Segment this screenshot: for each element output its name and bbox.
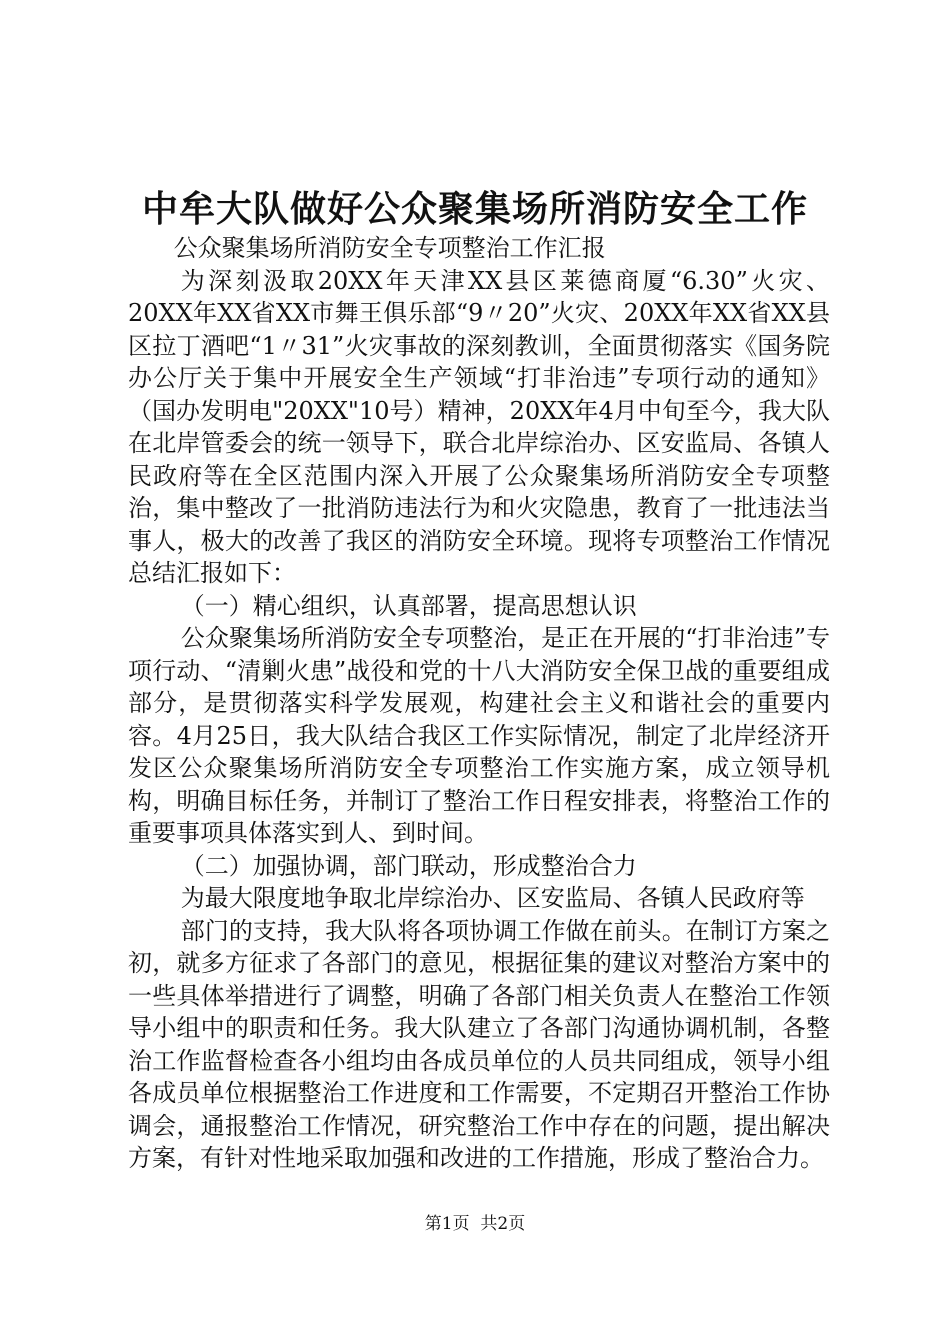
- footer-spacer: [470, 1214, 481, 1234]
- page-total: 共2页: [480, 1214, 526, 1234]
- paragraph: 部门的支持，我大队将各项协调工作做在前头。在制订方案之初，就多方征求了各部门的意见，根据征集的建议对整治方案中的一些具体举措进行了调整，明确了各部门相关负责人在整治工作领导小组中的职责和任务。我大队建立了各部门沟通协调机制，各整治工作监督检查各小组均由各成员单位的人员共同组成，领导小组各成员单位根据整治工作进度和工作需要，不定期召开整治工作协调会，通报整治工作情况，研究整治工作中存在的问题，提出解决方案，有针对性地采取加强和改进的工作措施，形成了整治合力。: [128, 916, 830, 1172]
- document-body: [128, 232, 830, 1175]
- document-title: 中牟大队做好公众聚集场所消防安全工作: [141, 188, 808, 230]
- paragraph: 为最大限度地争取北岸综治办、区安监局、各镇人民政府等: [180, 884, 805, 912]
- page-number: 第1页: [424, 1214, 470, 1234]
- section-heading: （二）加强协调，部门联动，形成整治合力: [180, 851, 637, 880]
- paragraph: 为深刻汲取20XX年天津XX县区莱德商厦“6.30”火灾、20XX年XX省XX市舞王俱乐部“9〃20”火灾、20XX年XX省XX县区拉丁酒吧“1〃31”火灾事故的深刻教训，全面贯彻落实《国务院办公厅关于集中开展安全生产领域“打非治违”专项行动的通知》（国办发明电"20XX"10号）精神，20XX年4月中旬至今，我大队在北岸管委会的统一领导下，联合北岸综治办、区安监局、各镇人民政府等在全区范围内深入开展了公众聚集场所消防安全专项整治，集中整改了一批消防违法行为和火灾隐患，教育了一批违法当事人，极大的改善了我区的消防安全环境。现将专项整治工作情况总结汇报如下：: [128, 266, 830, 587]
- document-subtitle: 公众聚集场所消防安全专项整治工作汇报: [173, 234, 606, 262]
- page-footer: [0, 1212, 950, 1236]
- paragraph: 公众聚集场所消防安全专项整治，是正在开展的“打非治违”专项行动、“清剿火患”战役和党的十八大消防安全保卫战的重要组成部分，是贯彻落实科学发展观，构建社会主义和谐社会的重要内容。4月25日，我大队结合我区工作实际情况，制定了北岸经济开发区公众聚集场所消防安全专项整治工作实施方案，成立领导机构，明确目标任务，并制订了整治工作日程安排表，将整治工作的重要事项具体落实到人、到时间。: [128, 624, 830, 847]
- section-heading: （一）精心组织，认真部署，提高思想认识: [180, 591, 637, 620]
